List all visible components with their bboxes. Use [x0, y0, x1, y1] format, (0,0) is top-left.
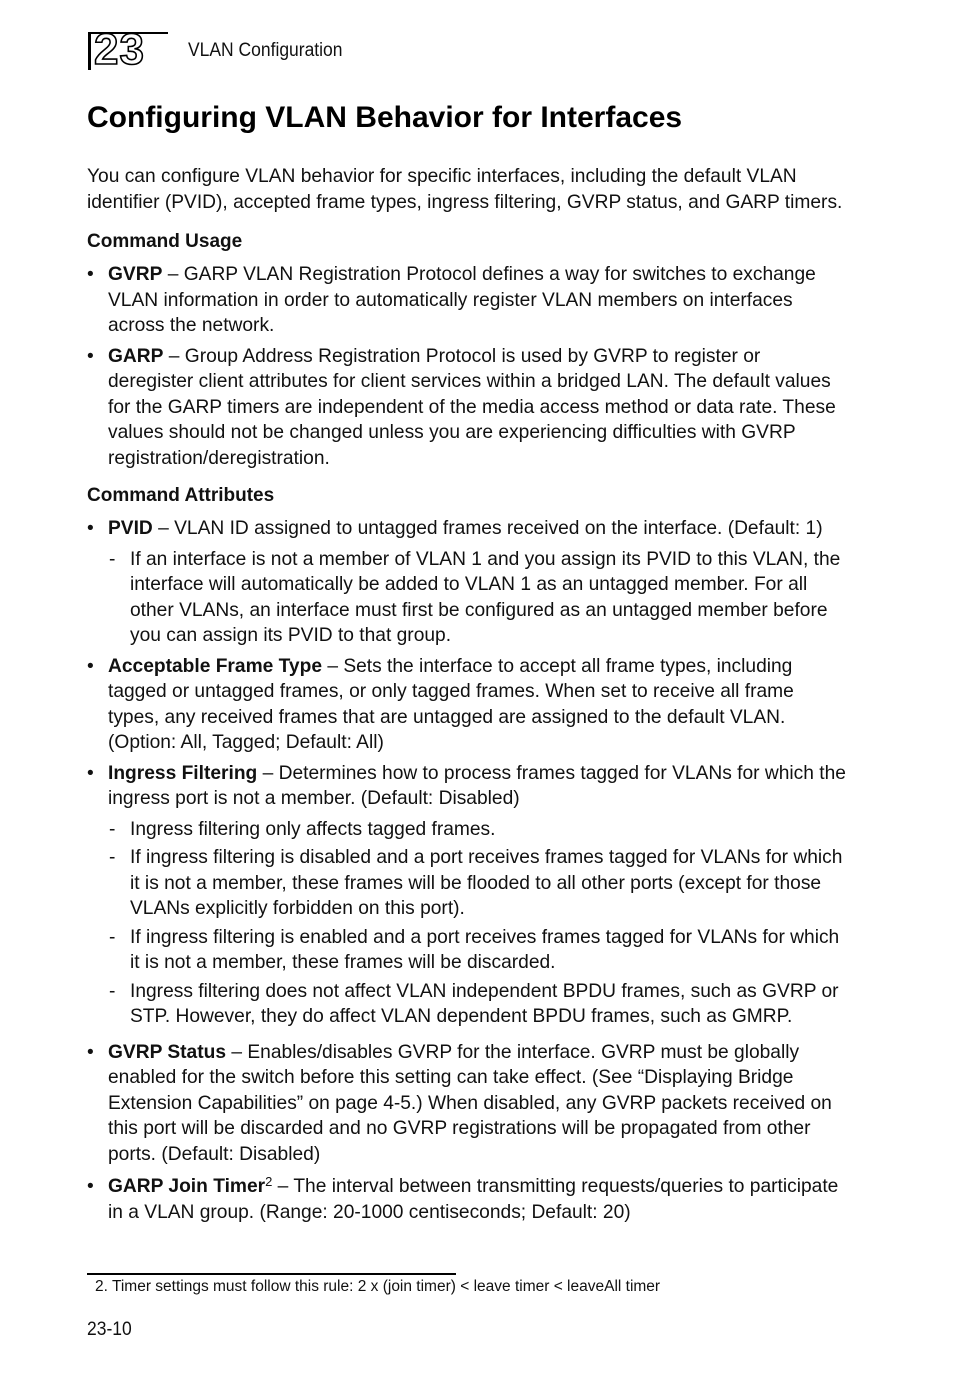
term: GARP Join Timer — [108, 1176, 266, 1197]
main-content — [87, 96, 847, 1237]
page-header — [88, 25, 488, 74]
usage-item-gvrp — [87, 262, 847, 339]
term: GVRP — [108, 264, 163, 285]
sub-item: - Ingress filtering only affects tagged frames. — [108, 817, 847, 843]
footnote-divider — [87, 1273, 456, 1275]
pvid-sublist — [108, 547, 847, 649]
usage-item-garp — [87, 344, 847, 472]
term: Ingress Filtering — [108, 762, 258, 784]
footnote: 2. Timer settings must follow this rule: 2 x (join timer) < leave timer < leaveAll timer — [95, 1278, 661, 1295]
term: GVRP Status — [108, 1041, 227, 1063]
command-usage-list — [87, 262, 847, 471]
description: – GARP VLAN Registration Protocol defines a way for switches to exchange VLAN information in order to automatically register VLAN members on interfaces across the network. — [108, 264, 816, 336]
description: – Group Address Registration Protocol is used by GVRP to register or deregister client attributes for client services within a bridged LAN. The default values for the GARP timers are independent of the media access method or data rate. These values should not be changed unless you are experiencing difficulties with GVRP registration/deregistration. — [108, 345, 836, 469]
sub-item: - If ingress filtering is disabled and a port receives frames tagged for VLANs for which it is not a member, these frames will be flooded to all other ports (except for those VLANs explicitly forbidden on this port). — [108, 845, 847, 922]
chapter-number: 23 — [94, 25, 145, 74]
command-usage-heading: Command Usage — [87, 231, 243, 252]
attribute-acceptable-frame-type — [87, 654, 847, 756]
description: – Sets the interface to accept all frame types, including tagged or untagged frames, or only tagged frames. When set to receive all frame types, any received frames that are untagged are assigned to the default VLAN. (Option: All, Tagged; Default: All) — [108, 655, 794, 753]
sub-item: - Ingress filtering does not affect VLAN independent BPDU frames, such as GVRP or STP. However, they do affect VLAN dependent BPDU frames, such as GMRP. — [108, 979, 847, 1030]
intro-paragraph: You can configure VLAN behavior for specific interfaces, including the default VLAN identifier (PVID), accepted frame types, ingress filtering, GVRP status, and GARP timers. — [87, 166, 843, 213]
description: – The interval between transmitting requests/queries to participate in a VLAN group. (Range: 20-1000 centiseconds; Default: 20) — [108, 1176, 839, 1223]
ingress-sublist — [108, 817, 847, 1030]
term: Acceptable Frame Type — [108, 655, 322, 677]
sub-item: - If ingress filtering is enabled and a port receives frames tagged for VLANs for which it is not a member, these frames will be discarded. — [108, 925, 847, 976]
command-attributes-list — [87, 516, 847, 1225]
attribute-garp-join-timer — [87, 1174, 847, 1225]
term: PVID — [108, 518, 153, 539]
running-head: VLAN Configuration — [188, 40, 343, 61]
description: – Enables/disables GVRP for the interface. GVRP must be globally enabled for the switch before this setting can take effect. (See “Displaying Bridge Extension Capabilities” on page 4-5.) When disabled, any GVRP packets received on this port will be discarded and no GVRP registrations will be propagated from other ports. (Default: Disabled) — [108, 1041, 832, 1165]
sub-item: - If an interface is not a member of VLAN 1 and you assign its PVID to this VLAN, the interface will automatically be added to VLAN 1 as an untagged member. For all other VLANs, an interface must first be configured as an untagged member before you can assign its PVID to that group. — [108, 547, 847, 649]
footnote-ref[interactable]: 2 — [265, 1174, 273, 1189]
page-number: 23-10 — [87, 1319, 132, 1340]
attribute-gvrp-status — [87, 1040, 847, 1168]
page-title: Configuring VLAN Behavior for Interfaces — [87, 101, 683, 134]
description: – Determines how to process frames tagged for VLANs for which the ingress port is not a member. (Default: Disabled) — [108, 762, 846, 809]
description: – VLAN ID assigned to untagged frames received on the interface. (Default: 1) — [152, 518, 823, 539]
term: GARP — [108, 345, 164, 367]
command-attributes-heading: Command Attributes — [87, 485, 275, 506]
attribute-ingress-filtering — [87, 761, 847, 1030]
attribute-pvid — [87, 516, 847, 649]
